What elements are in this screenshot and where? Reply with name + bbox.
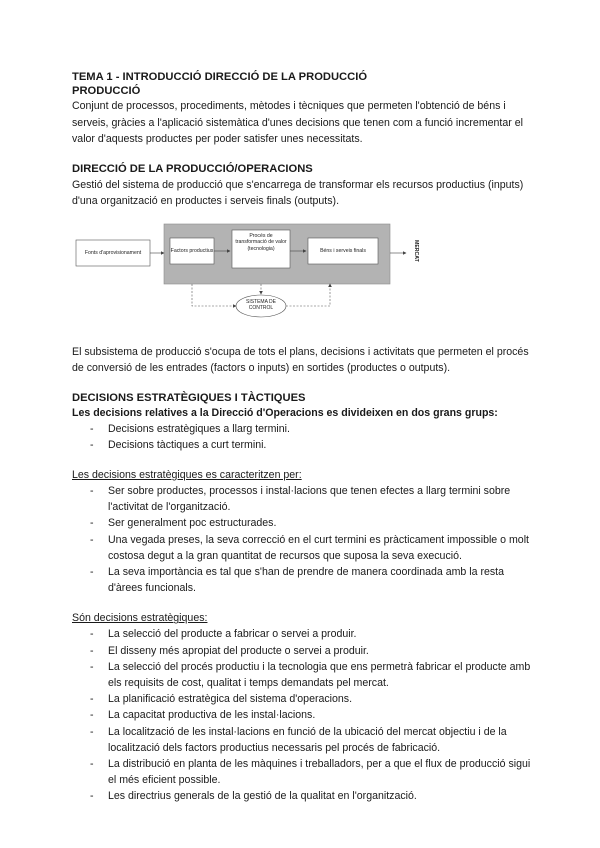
box-proces-fo: [232, 232, 290, 268]
control-label: SISTEMA DE CONTROL: [245, 298, 276, 311]
section-decisions-heading: DECISIONS ESTRATÈGIQUES I TÀCTIQUES: [72, 391, 306, 404]
control-fo: [240, 299, 282, 315]
box-fonts-label: Fonts d'aprovisionament: [84, 249, 142, 256]
box-proces-label: Procés de transformació de valor (tecnologia): [235, 232, 287, 252]
list-item: - La seva importància es tal que s'han de prendre de manera coordinada amb la resta d'àrees funcionals.: [72, 564, 532, 596]
section-direccio-heading: DIRECCIÓ DE LA PRODUCCIÓ/OPERACIONS: [72, 162, 313, 175]
list-item: - El disseny més apropiat del producte o servei a produir.: [72, 643, 532, 659]
strategic-heading: Són decisions estratègiques:: [72, 612, 208, 625]
characteristics-list: [72, 483, 532, 596]
section-direccio-body: Gestió del sistema de producció que s'encarrega de transformar els recursos productius (inputs) d'una organització en productes i serveis finals (outputs).: [72, 178, 524, 207]
list-item: - Decisions estratègiques a llarg termini.: [72, 421, 532, 437]
section-decisions-lead: Les decisions relatives a la Direcció d'Operacions es divideixen en dos grans grups:: [72, 406, 498, 419]
characteristics-heading: Les decisions estratègiques es caracteritzen per:: [72, 468, 302, 481]
control-line-left: [192, 284, 236, 306]
production-system-diagram: [72, 220, 532, 338]
list-item: - La capacitat productiva de les instal·lacions.: [72, 707, 532, 723]
list-item: - La selecció del procés productiu i la tecnologia que ens permetrà fabricar el producte amb els requisits de cost, qualitat i temps demandats pel mercat.: [72, 659, 532, 691]
list-item: - La distribució en planta de les màquines i treballadors, per a que el flux de producció sigui el més eficient possible.: [72, 756, 532, 788]
list-item: - La localització de les instal·lacions en funció de la ubicació del mercat objectiu i de la localització dels factors productius necessaris pel procés de fabricació.: [72, 724, 532, 756]
decision-types-list: [72, 421, 532, 453]
list-item: - La planificació estratègica del sistema d'operacions.: [72, 691, 532, 707]
list-item: - La selecció del producte a fabricar o servei a produir.: [72, 626, 532, 642]
list-item: - Decisions tàctiques a curt termini.: [72, 437, 532, 453]
section-produccio-body: Conjunt de processos, procediments, mètodes i tècniques que permeten l'obtenció de béns i serveis, gràcies a l'aplicació sistemàtica d'unes decisions que tenen com a funció incrementar el valor d'aquests productes per poder satisfer unes necessitats.: [72, 100, 523, 145]
list-item: - Ser generalment poc estructurades.: [72, 515, 532, 531]
box-bens-label: Béns i serveis finals: [320, 247, 366, 254]
document-title: TEMA 1 - INTRODUCCIÓ DIRECCIÓ DE LA PRODUCCIÓ: [72, 71, 368, 83]
section-produccio-heading: PRODUCCIÓ: [72, 85, 141, 97]
list-item: - Una vegada preses, la seva correcció en el curt termini es pràcticament impossible o molt costosa degut a la gran quantitat de recursos que suposa la seva execució.: [72, 532, 532, 564]
list-item: - Les directrius generals de la gestió de la qualitat en l'organització.: [72, 788, 532, 804]
production-system-diagram-svg: [72, 220, 532, 338]
control-line-right: [286, 284, 330, 306]
side-label-mercat: MERCAT: [413, 239, 419, 262]
box-factors-label: Factors productius: [170, 247, 214, 254]
strategic-list: [72, 626, 532, 804]
section-direccio-after: El subsistema de producció s'ocupa de tots el plans, decisions i activitats que permeten el procés de conversió de les entrades (factors o inputs) en sortides (productes o outputs).: [72, 345, 529, 374]
document-content: [72, 70, 532, 805]
list-item: - Ser sobre productes, processos i instal·lacions que tenen efectes a llarg termini sobre l'activitat de l'organització.: [72, 483, 532, 515]
